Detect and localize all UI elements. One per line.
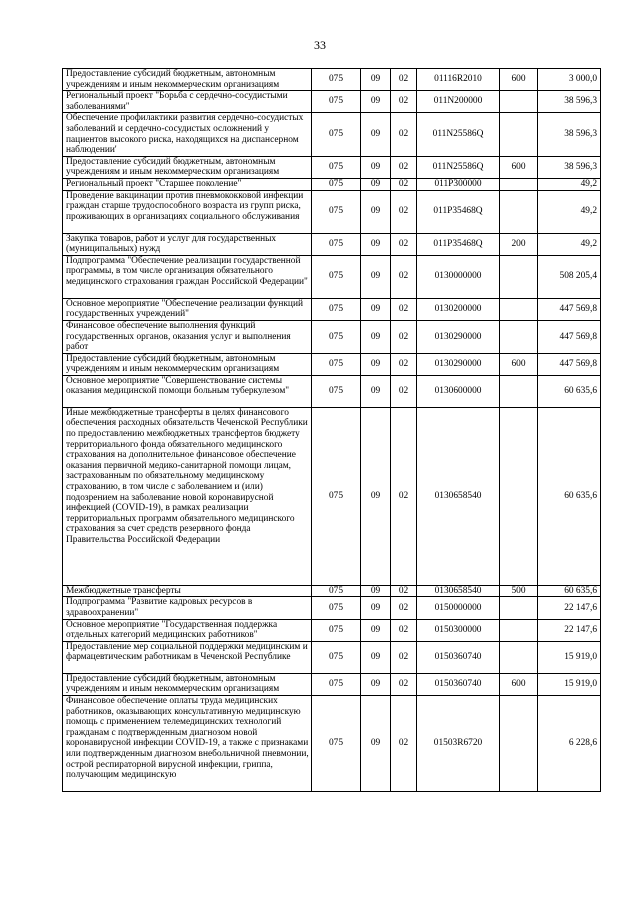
row-expense-type — [500, 696, 538, 792]
row-section-code: 09 — [361, 178, 391, 190]
row-subsection-code: 02 — [391, 375, 417, 407]
row-name: Региональный проект "Старшее поколение" — [63, 178, 312, 190]
row-section-code: 09 — [361, 673, 391, 695]
row-section-code: 09 — [361, 255, 391, 298]
row-ministry-code: 075 — [312, 619, 361, 641]
row-amount: 49,2 — [538, 233, 601, 255]
row-expense-type — [500, 255, 538, 298]
table-row — [63, 255, 601, 298]
row-ministry-code: 075 — [312, 156, 361, 178]
row-section-code: 09 — [361, 69, 391, 91]
table-row — [63, 178, 601, 190]
table-row — [63, 641, 601, 673]
row-section-code: 09 — [361, 320, 391, 353]
row-name: Финансовое обеспечение выполнения функций государственных органов, оказания услуг и выполнения работ — [63, 320, 312, 353]
row-name: Предоставление субсидий бюджетным, автономным учреждениям и иным некоммерческим организациям — [63, 69, 312, 91]
row-amount: 38 596,3 — [538, 113, 601, 156]
row-target-code: 0130658540 — [417, 407, 500, 585]
table-row — [63, 91, 601, 113]
row-subsection-code: 02 — [391, 641, 417, 673]
row-ministry-code: 075 — [312, 673, 361, 695]
row-ministry-code: 075 — [312, 233, 361, 255]
row-name: Предоставление субсидий бюджетным, автономным учреждениям и иным некоммерческим организациям — [63, 156, 312, 178]
row-target-code: 011N200000 — [417, 91, 500, 113]
row-expense-type — [500, 190, 538, 233]
row-name: Основное мероприятие "Государственная поддержка отдельных категорий медицинских работников" — [63, 619, 312, 641]
row-expense-type — [500, 298, 538, 320]
table-row — [63, 156, 601, 178]
row-subsection-code: 02 — [391, 113, 417, 156]
row-target-code: 0150000000 — [417, 597, 500, 619]
row-expense-type: 200 — [500, 233, 538, 255]
row-expense-type: 600 — [500, 673, 538, 695]
table-row — [63, 407, 601, 585]
row-subsection-code: 02 — [391, 619, 417, 641]
row-ministry-code: 075 — [312, 113, 361, 156]
row-ministry-code: 075 — [312, 190, 361, 233]
row-subsection-code: 02 — [391, 91, 417, 113]
row-name: Подпрограмма "Обеспечение реализации государственной программы, в том числе организация обязательного медицинского страхования граждан Российской Федерации" — [63, 255, 312, 298]
row-subsection-code: 02 — [391, 320, 417, 353]
row-ministry-code: 075 — [312, 407, 361, 585]
row-name: Закупка товаров, работ и услуг для государственных (муниципальных) нужд — [63, 233, 312, 255]
row-amount: 38 596,3 — [538, 91, 601, 113]
row-subsection-code: 02 — [391, 298, 417, 320]
row-target-code: 0150360740 — [417, 641, 500, 673]
row-target-code: 011P300000 — [417, 178, 500, 190]
row-target-code: 011P35468Q — [417, 233, 500, 255]
row-ministry-code: 075 — [312, 353, 361, 375]
row-ministry-code: 075 — [312, 91, 361, 113]
row-name: Подпрограмма "Развитие кадровых ресурсов в здравоохранении" — [63, 597, 312, 619]
row-target-code: 0130200000 — [417, 298, 500, 320]
row-subsection-code: 02 — [391, 696, 417, 792]
row-target-code: 0150300000 — [417, 619, 500, 641]
table-row — [63, 298, 601, 320]
row-name: Предоставление субсидий бюджетным, автономным учреждениям и иным некоммерческим организациям — [63, 353, 312, 375]
row-ministry-code: 075 — [312, 375, 361, 407]
row-section-code: 09 — [361, 190, 391, 233]
row-subsection-code: 02 — [391, 178, 417, 190]
row-ministry-code: 075 — [312, 298, 361, 320]
row-ministry-code: 075 — [312, 69, 361, 91]
row-expense-type: 600 — [500, 353, 538, 375]
row-expense-type — [500, 375, 538, 407]
row-subsection-code: 02 — [391, 156, 417, 178]
row-target-code: 0130658540 — [417, 585, 500, 597]
row-amount: 49,2 — [538, 178, 601, 190]
row-section-code: 09 — [361, 156, 391, 178]
row-expense-type: 600 — [500, 69, 538, 91]
row-subsection-code: 02 — [391, 407, 417, 585]
row-section-code: 09 — [361, 585, 391, 597]
table-row — [63, 696, 601, 792]
row-amount: 60 635,6 — [538, 375, 601, 407]
row-name: Основное мероприятие "Обеспечение реализации функций государственных учреждений" — [63, 298, 312, 320]
row-amount: 447 569,8 — [538, 298, 601, 320]
table-row — [63, 190, 601, 233]
row-amount: 508 205,4 — [538, 255, 601, 298]
row-target-code: 0150360740 — [417, 673, 500, 695]
row-name: Межбюджетные трансферты — [63, 585, 312, 597]
row-ministry-code: 075 — [312, 320, 361, 353]
table-row — [63, 375, 601, 407]
row-amount: 60 635,6 — [538, 585, 601, 597]
table-row — [63, 673, 601, 695]
budget-table-body — [63, 69, 601, 792]
row-expense-type — [500, 619, 538, 641]
row-ministry-code: 075 — [312, 585, 361, 597]
row-section-code: 09 — [361, 641, 391, 673]
row-section-code: 09 — [361, 91, 391, 113]
row-section-code: 09 — [361, 298, 391, 320]
row-amount: 22 147,6 — [538, 619, 601, 641]
table-row — [63, 320, 601, 353]
row-amount: 49,2 — [538, 190, 601, 233]
row-name: Предоставление субсидий бюджетным, автономным учреждениям и иным некоммерческим организациям — [63, 673, 312, 695]
row-name: Иные межбюджетные трансферты в целях финансового обеспечения расходных обязательств Чеченской Республики по предоставлению межбюджетных трансфертов бюджету территориального фонда обязательного медицинского страхования на дополнительное финансовое обеспечение оказания первичной медико-санитарной помощи лицам, застрахованным по обязательному медицинскому страхованию, в том числе с заболеванием и (или) подозрением на заболевание новой коронавирусной инфекцией (COVID-19), в рамках реализации территориальных программ обязательного медицинского страхования за счет средств резервного фонда Правительства Российской Федерации — [63, 407, 312, 585]
row-subsection-code: 02 — [391, 585, 417, 597]
row-subsection-code: 02 — [391, 673, 417, 695]
table-row — [63, 233, 601, 255]
row-subsection-code: 02 — [391, 597, 417, 619]
row-ministry-code: 075 — [312, 641, 361, 673]
row-section-code: 09 — [361, 375, 391, 407]
table-row — [63, 585, 601, 597]
row-ministry-code: 075 — [312, 696, 361, 792]
row-expense-type: 500 — [500, 585, 538, 597]
row-amount: 6 228,6 — [538, 696, 601, 792]
row-section-code: 09 — [361, 696, 391, 792]
row-expense-type: 600 — [500, 156, 538, 178]
row-target-code: 0130290000 — [417, 353, 500, 375]
row-target-code: 0130000000 — [417, 255, 500, 298]
row-ministry-code: 075 — [312, 597, 361, 619]
table-row — [63, 353, 601, 375]
row-amount: 60 635,6 — [538, 407, 601, 585]
row-target-code: 011N25586Q — [417, 113, 500, 156]
row-target-code: 0130290000 — [417, 320, 500, 353]
row-subsection-code: 02 — [391, 190, 417, 233]
row-expense-type — [500, 91, 538, 113]
row-section-code: 09 — [361, 353, 391, 375]
row-expense-type — [500, 320, 538, 353]
row-subsection-code: 02 — [391, 255, 417, 298]
row-amount: 447 569,8 — [538, 353, 601, 375]
row-amount: 22 147,6 — [538, 597, 601, 619]
row-section-code: 09 — [361, 113, 391, 156]
row-expense-type — [500, 641, 538, 673]
table-row — [63, 113, 601, 156]
row-amount: 447 569,8 — [538, 320, 601, 353]
row-target-code: 011P35468Q — [417, 190, 500, 233]
row-target-code: 01116R2010 — [417, 69, 500, 91]
row-name: Обеспечение профилактики развития сердечно-сосудистых заболеваний и сердечно-сосудистых осложнений у пациентов высокого риска, находящихся на диспансерном наблюдении' — [63, 113, 312, 156]
row-expense-type — [500, 407, 538, 585]
table-row — [63, 597, 601, 619]
row-section-code: 09 — [361, 597, 391, 619]
row-name: Финансовое обеспечение оплаты труда медицинских работников, оказывающих консультативную медицинскую помощь с применением телемедицинских технологий гражданам с подтвержденным диагнозом новой коронавирусной инфекции COVID-19, а также с признаками или подтвержденным диагнозом внебольничной пневмонии, острой респираторной вирусной инфекции, гриппа, получающим медицинскую — [63, 696, 312, 792]
row-target-code: 01503R6720 — [417, 696, 500, 792]
row-expense-type — [500, 178, 538, 190]
row-target-code: 0130600000 — [417, 375, 500, 407]
row-subsection-code: 02 — [391, 233, 417, 255]
page-number: 33 — [314, 38, 326, 52]
row-section-code: 09 — [361, 619, 391, 641]
row-section-code: 09 — [361, 407, 391, 585]
row-name: Проведение вакцинации против пневмококковой инфекции граждан старше трудоспособного возраста из групп риска, проживающих в организациях социального обслуживания — [63, 190, 312, 233]
row-expense-type — [500, 597, 538, 619]
row-subsection-code: 02 — [391, 353, 417, 375]
row-amount: 3 000,0 — [538, 69, 601, 91]
row-name: Региональный проект "Борьба с сердечно-сосудистыми заболеваниями" — [63, 91, 312, 113]
row-section-code: 09 — [361, 233, 391, 255]
row-name: Предоставление мер социальной поддержки медицинским и фармацевтическим работникам в Чеченской Республике — [63, 641, 312, 673]
row-ministry-code: 075 — [312, 178, 361, 190]
row-amount: 15 919,0 — [538, 641, 601, 673]
row-name: Основное мероприятие "Совершенствование системы оказания медицинской помощи больным туберкулезом" — [63, 375, 312, 407]
row-target-code: 011N25586Q — [417, 156, 500, 178]
row-expense-type — [500, 113, 538, 156]
budget-table — [62, 68, 601, 792]
table-row — [63, 69, 601, 91]
table-row — [63, 619, 601, 641]
row-amount: 38 596,3 — [538, 156, 601, 178]
row-ministry-code: 075 — [312, 255, 361, 298]
row-amount: 15 919,0 — [538, 673, 601, 695]
row-subsection-code: 02 — [391, 69, 417, 91]
